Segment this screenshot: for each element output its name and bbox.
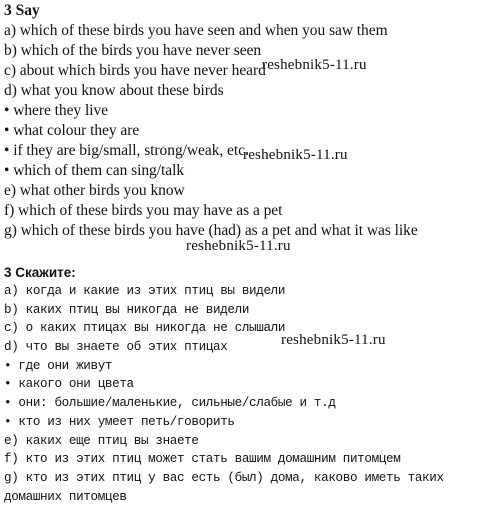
english-bullet-colour: • what colour they are (4, 122, 140, 139)
russian-section-title: 3 Скажите: (4, 265, 76, 280)
english-item-a: a) which of these birds you have seen and when you saw them (4, 22, 388, 39)
russian-item-a: а) когда и какие из этих птиц вы видели (4, 284, 286, 298)
russian-bullet-live: • где они живут (4, 358, 113, 373)
russian-item-b: b) каких птиц вы никогда не видели (4, 302, 250, 317)
english-section-title: 3 Say (4, 2, 40, 19)
english-item-c: c) about which birds you have never heard (4, 62, 266, 79)
english-item-f: f) which of these birds you may have as a pet (4, 202, 283, 219)
watermark-text: reshebnik5-11.ru (186, 238, 291, 254)
russian-item-g: g) кто из этих птиц у вас есть (был) дома, каково иметь таких домашних питомцев (4, 470, 444, 504)
english-bullet-live: • where they live (4, 102, 108, 119)
russian-item-f: f) кто из этих птиц может стать вашим домашним питомцем (4, 452, 401, 467)
english-item-e: e) what other birds you know (4, 182, 185, 199)
english-item-g: g) which of these birds you have (had) as a pet and what it was like (4, 222, 418, 239)
watermark-text: reshebnik5-11.ru (281, 332, 386, 348)
watermark-text: reshebnik5-11.ru (243, 147, 348, 163)
english-bullet-size: • if they are big/small, strong/weak, etc. (4, 142, 249, 159)
english-item-b: b) which of the birds you have never seen (4, 42, 262, 59)
russian-item-e: e) каких еще птиц вы знаете (4, 433, 199, 448)
english-bullet-sing: • which of them can sing/talk (4, 162, 185, 179)
russian-bullet-colour: • какого они цвета (4, 377, 134, 392)
watermark-text: reshebnik5-11.ru (262, 57, 367, 73)
russian-bullet-size: • они: большие/маленькие, сильные/слабые и т.д (4, 396, 336, 411)
english-item-d: d) what you know about these birds (4, 82, 224, 99)
russian-item-d: d) что вы знаете об этих птицах (4, 340, 228, 355)
russian-item-c: c) о каких птицах вы никогда не слышали (4, 321, 286, 336)
russian-bullet-sing: • кто из них умеет петь/говорить (4, 414, 235, 429)
